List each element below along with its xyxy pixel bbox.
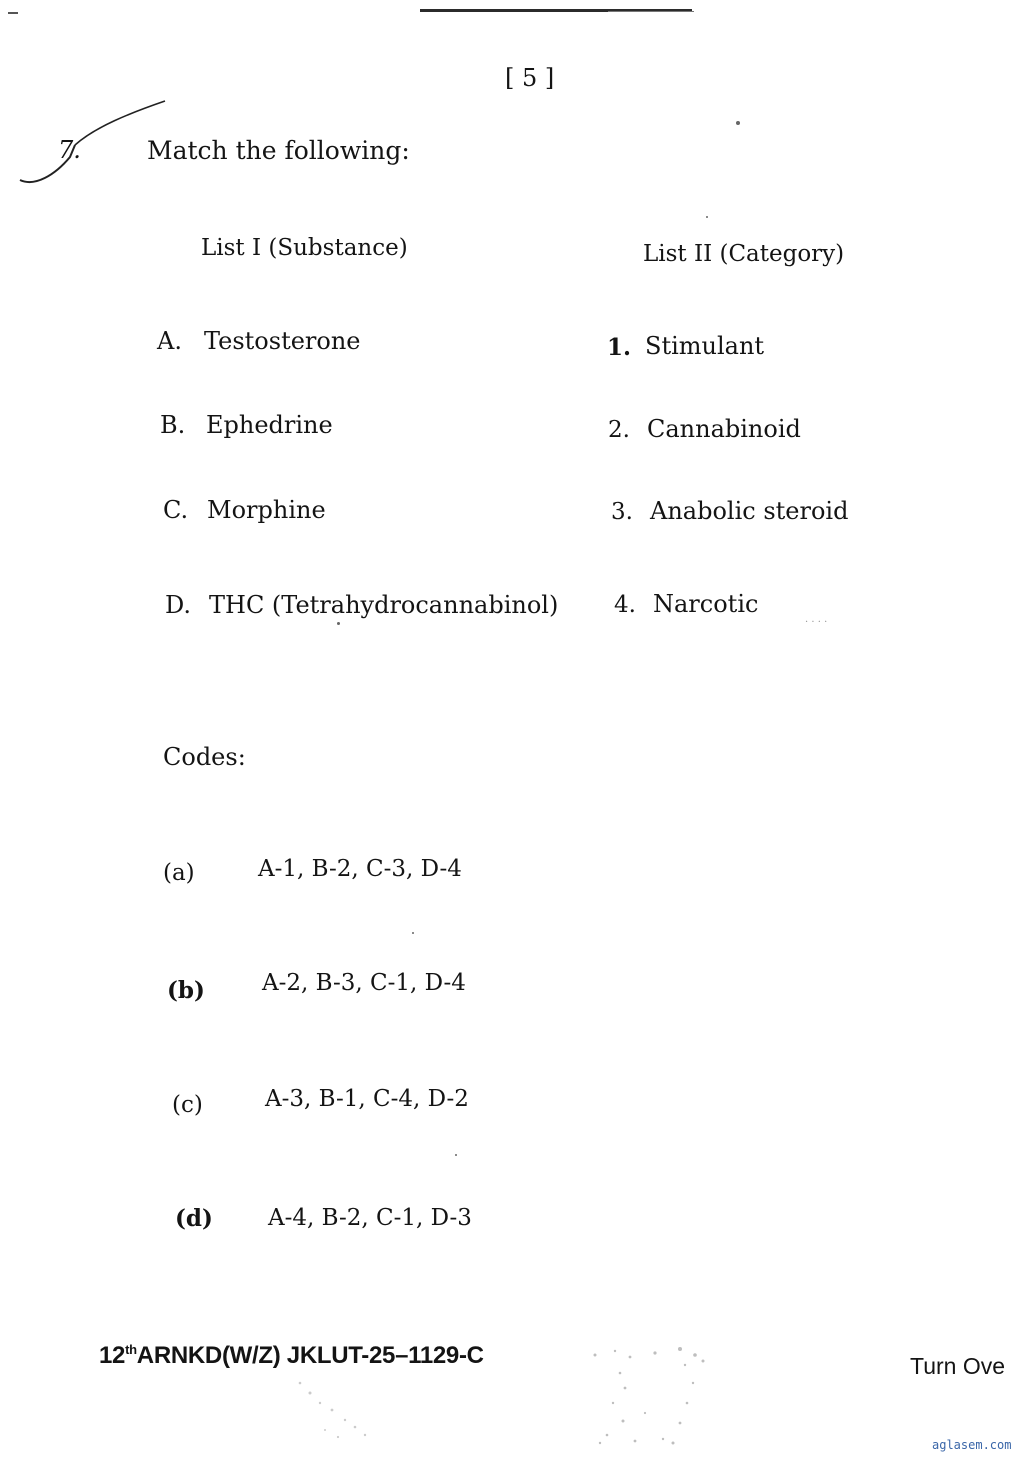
list2-item-text: Anabolic steroid bbox=[650, 497, 849, 525]
scan-speck bbox=[706, 216, 708, 218]
list1-item-key: B. bbox=[160, 411, 186, 439]
scan-speck bbox=[412, 932, 414, 934]
option-label: (d) bbox=[175, 1205, 213, 1232]
option-text: A-3, B-1, C-4, D-2 bbox=[265, 1086, 469, 1112]
option-text: A-2, B-3, C-1, D-4 bbox=[262, 970, 466, 996]
list1-item-text: Testosterone bbox=[204, 327, 361, 355]
scan-smudge bbox=[290, 1375, 380, 1450]
codes-label: Codes: bbox=[163, 743, 246, 771]
list2-item-key: 1. bbox=[607, 334, 632, 361]
turn-over-note: Turn Ove bbox=[910, 1353, 1006, 1379]
list1-item-key: D. bbox=[165, 591, 192, 619]
scan-speck bbox=[455, 1154, 457, 1156]
list1-item-text: Morphine bbox=[207, 496, 326, 524]
list1-item-key: C. bbox=[163, 496, 189, 524]
list2-item-key: 3. bbox=[611, 499, 633, 525]
list2-item-text: Stimulant bbox=[645, 332, 765, 360]
scan-smudge bbox=[585, 1343, 715, 1453]
scan-dots: · · · · bbox=[805, 617, 828, 628]
option-text: A-4, B-2, C-1, D-3 bbox=[268, 1205, 472, 1231]
list2-item-key: 2. bbox=[608, 417, 630, 443]
option-text: A-1, B-2, C-3, D-4 bbox=[258, 856, 462, 882]
paper-code: 12thARNKD(W/Z) JKLUT-25–1129-C bbox=[99, 1342, 484, 1369]
scan-mark bbox=[8, 12, 18, 14]
option-label: (a) bbox=[163, 860, 195, 886]
option-label: (c) bbox=[172, 1092, 203, 1118]
list1-heading: List I (Substance) bbox=[201, 235, 408, 261]
question-prompt: Match the following: bbox=[147, 136, 410, 165]
page-number: [ 5 ] bbox=[505, 64, 555, 92]
list2-item-key: 4. bbox=[614, 592, 636, 618]
list2-heading: List II (Category) bbox=[643, 241, 845, 267]
list1-item-text: THC (Tetrahydrocannabinol) bbox=[209, 591, 559, 619]
top-rule-thin bbox=[608, 11, 694, 12]
scan-speck bbox=[736, 121, 740, 125]
list2-item-text: Narcotic bbox=[653, 590, 759, 618]
list1-item-key: A. bbox=[157, 327, 182, 355]
scan-speck bbox=[337, 622, 340, 625]
question-number: 7. bbox=[58, 136, 81, 164]
list2-item-text: Cannabinoid bbox=[647, 415, 801, 443]
list1-item-text: Ephedrine bbox=[206, 411, 333, 439]
watermark: aglasem.com bbox=[932, 1438, 1012, 1452]
option-label: (b) bbox=[167, 977, 205, 1004]
